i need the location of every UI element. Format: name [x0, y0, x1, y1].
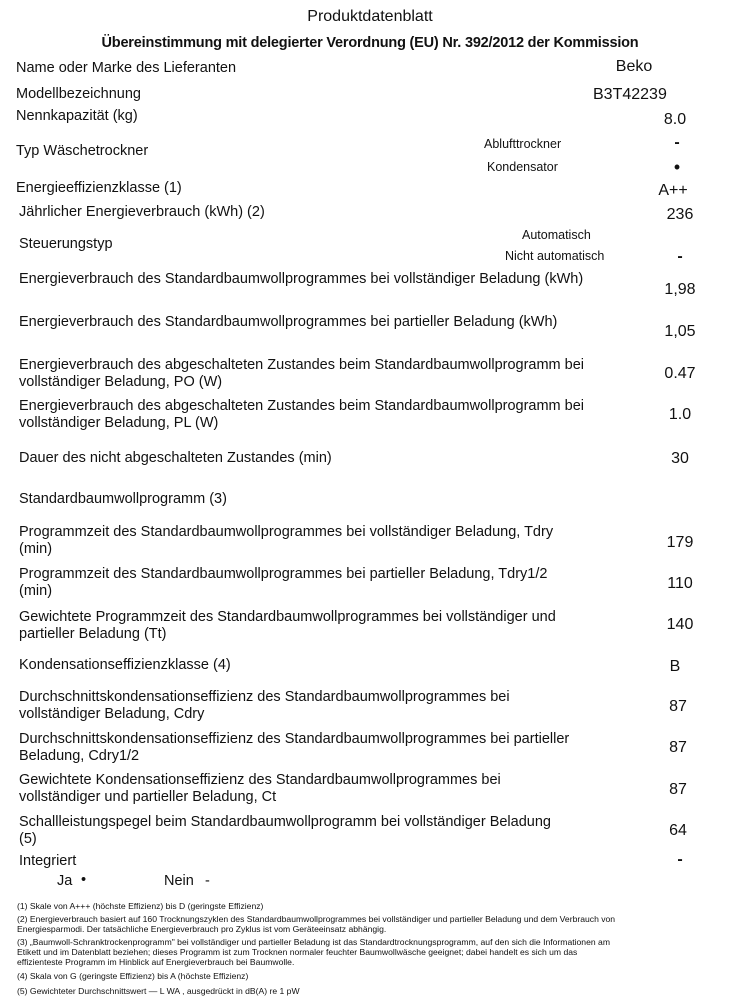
tt-value: 140: [666, 616, 694, 633]
integrated-ja-label: Ja: [57, 873, 73, 889]
non-automatic-label: Nicht automatisch: [505, 249, 605, 263]
noise-value: 64: [669, 822, 687, 839]
footnote-5: (5) Gewichteter Durchschnittswert — L WA , ausgedrückt in dB(A) re 1 pW: [17, 986, 300, 996]
condenser-label: Kondensator: [487, 160, 558, 174]
duration-label: Dauer des nicht abgeschalteten Zustandes (min): [19, 450, 332, 466]
po-label: Energieverbrauch des abgeschalteten Zustandes beim Standardbaumwollprogramm bei vollständiger Beladung, PO (W): [19, 357, 585, 390]
energy-partial-value: 1,05: [664, 323, 696, 340]
model-label: Modellbezeichnung: [16, 86, 141, 102]
standard-program-heading: Standardbaumwollprogramm (3): [19, 491, 227, 507]
non-automatic-value: -: [677, 248, 683, 265]
energy-partial-label: Energieverbrauch des Standardbaumwollprogrammes bei partieller Beladung (kWh): [19, 314, 558, 330]
tdry-half-value: 110: [667, 575, 693, 592]
pl-value: 1.0: [668, 406, 692, 423]
footnote-3: (3) „Baumwoll-Schranktrockenprogramm" bei vollständiger und partieller Beladung ist das Standardtrocknungsprogramm, auf den sich die Informationen am Etikett und im Datenblatt beziehen; dieses Programm ist zum Trocknen normaler feuchter Baumwollwäsche geeignet; dabei handelt es sich um das effizienteste Programm im Hinblick auf Energieverbrauch bei Baumwolle.: [17, 937, 610, 968]
condensation-class-label: Kondensationseffizienzklasse (4): [19, 657, 231, 673]
control-type-label: Steuerungstyp: [19, 236, 113, 252]
page-title: Produktdatenblatt: [307, 8, 433, 25]
model-value: B3T42239: [593, 86, 667, 103]
energy-class-label: Energieeffizienzklasse (1): [16, 180, 182, 196]
footnote-4: (4) Skala von G (geringste Effizienz) bis A (höchste Effizienz): [17, 971, 249, 981]
annual-energy-value: 236: [666, 206, 694, 223]
condenser-value: •: [673, 157, 681, 177]
energy-full-value: 1,98: [664, 281, 696, 298]
supplier-value: Beko: [615, 58, 653, 75]
energy-full-label: Energieverbrauch des Standardbaumwollprogrammes bei vollständiger Beladung (kWh): [19, 271, 584, 287]
exhaust-dryer-value: -: [674, 134, 680, 151]
pl-label: Energieverbrauch des abgeschalteten Zustandes beim Standardbaumwollprogramm bei vollständiger Beladung, PL (W): [19, 398, 585, 431]
integrated-value: -: [677, 851, 683, 868]
po-value: 0.47: [664, 365, 696, 382]
noise-label: Schallleistungspegel beim Standardbaumwollprogramm bei vollständiger Beladung (5): [19, 814, 551, 847]
capacity-label: Nennkapazität (kg): [16, 108, 138, 124]
ct-value: 87: [669, 781, 687, 798]
supplier-label: Name oder Marke des Lieferanten: [16, 60, 237, 76]
page-subtitle: Übereinstimmung mit delegierter Verordnung (EU) Nr. 392/2012 der Kommission: [101, 35, 639, 51]
capacity-value: 8.0: [663, 111, 687, 128]
condensation-class-value: B: [669, 658, 681, 675]
integrated-label: Integriert: [19, 853, 77, 869]
duration-value: 30: [671, 450, 689, 467]
annual-energy-label: Jährlicher Energieverbrauch (kWh) (2): [19, 204, 265, 220]
tdry-label: Programmzeit des Standardbaumwollprogrammes bei vollständiger Beladung, Tdry (min): [19, 524, 554, 557]
energy-class-value: A++: [658, 182, 688, 199]
cdry-half-value: 87: [669, 739, 687, 756]
cdry-label: Durchschnittskondensationseffizienz des Standardbaumwollprogrammes bei vollständiger Beladung, Cdry: [19, 689, 510, 722]
cdry-half-label: Durchschnittskondensationseffizienz des Standardbaumwollprogrammes bei partieller Beladung, Cdry1/2: [19, 731, 570, 764]
integrated-nein-label: Nein: [164, 873, 194, 889]
tdry-value: 179: [666, 534, 694, 551]
tdry-half-label: Programmzeit des Standardbaumwollprogrammes bei partieller Beladung, Tdry1/2 (min): [19, 566, 548, 599]
footnote-2: (2) Energieverbrauch basiert auf 160 Trocknungszyklen des Standardbaumwollprogrammes bei vollständiger und partieller Beladung und dem Verbrauch von Energiesparmodi. Der tatsächliche Energieverbrauch pro Zyklus ist vom Geräteeinsatz abhängig.: [17, 914, 616, 935]
integrated-ja-value: •: [81, 872, 87, 888]
cdry-value: 87: [669, 698, 687, 715]
exhaust-dryer-label: Ablufttrockner: [484, 137, 562, 151]
dryer-type-label: Typ Wäschetrockner: [16, 143, 149, 159]
footnote-1: (1) Skale von A+++ (höchste Effizienz) bis D (geringste Effizienz): [17, 901, 264, 911]
integrated-nein-value: -: [205, 873, 210, 889]
ct-label: Gewichtete Kondensationseffizienz des Standardbaumwollprogrammes bei vollständiger und partieller Beladung, Ct: [19, 772, 501, 805]
tt-label: Gewichtete Programmzeit des Standardbaumwollprogrammes bei vollständiger und partieller Beladung (Tt): [19, 609, 556, 642]
automatic-label: Automatisch: [522, 228, 591, 242]
